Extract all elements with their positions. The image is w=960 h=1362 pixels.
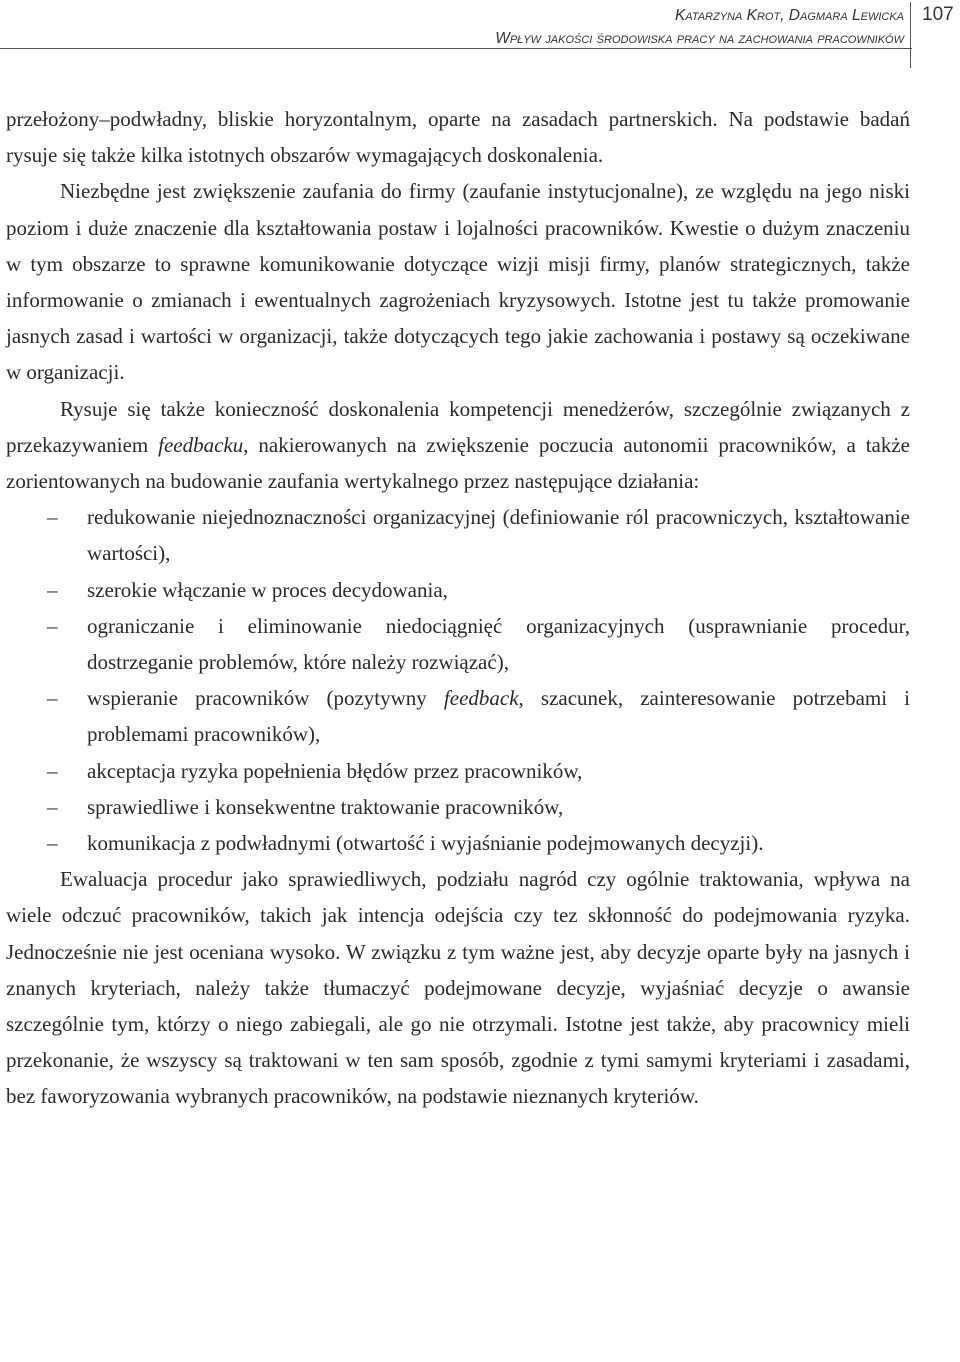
list-item (6, 825, 910, 861)
list-dash: – (47, 613, 58, 638)
running-header-text (495, 4, 904, 50)
paragraph-3-text-a: Rysuje się także konieczność doskonalenia kompetencji menedżerów, szczególnie związanych z przekazywaniem (6, 396, 910, 457)
paragraph-3-emphasis: feedbacku (158, 432, 244, 457)
body-text (6, 101, 910, 1115)
list-item-text: sprawiedliwe i konsekwentne traktowanie pracowników, (87, 794, 564, 819)
list-item (6, 499, 910, 571)
list-dash: – (47, 794, 58, 819)
list-item-text: szerokie włączanie w proces decydowania, (87, 577, 448, 602)
list-item (6, 680, 910, 752)
list-dash: – (47, 505, 58, 530)
paragraph-3 (6, 391, 910, 500)
paragraph-2: Niezbędne jest zwiększenie zaufania do firmy (zaufanie instytucjonalne), ze względu na jego niski poziom i duże znaczenie dla kształtowania postaw i lojalności pracowników. Kwestie o dużym znaczeniu w tym obszarze to sprawne komunikowanie dotyczące wizji misji firmy, planów strategicznych, także informowanie o zmianach i ewentualnych zagrożeniach kryzysowych. Istotne jest tu także promowanie jasnych zasad i wartości w organizacji, także dotyczących tego jakie zachowania i postawy są oczekiwane w organizacji. (6, 179, 910, 385)
list-dash: – (47, 686, 58, 711)
list-item-text: ograniczanie i eliminowanie niedociągnięć organizacyjnych (usprawnianie procedur, dostrzeganie problemów, które należy rozwiązać), (87, 613, 910, 675)
list-dash: – (47, 577, 58, 602)
list-item (6, 608, 910, 680)
list-item-text: akceptacja ryzyka popełnienia błędów przez pracowników, (87, 758, 583, 783)
list-item (6, 572, 910, 608)
list-item-text: redukowanie niejednoznaczności organizacyjnej (definiowanie ról pracowniczych, kształtowanie wartości), (87, 505, 910, 566)
list-item-emphasis: feedback (443, 686, 519, 711)
running-header (0, 0, 960, 70)
header-article-title: Wpływ jakości środowiska pracy na zachowania pracowników (495, 30, 904, 47)
paragraph-4: Ewaluacja procedur jako sprawiedliwych, podziału nagród czy ogólnie traktowania, wpływa na wiele odczuć pracowników, takich jak intencja odejścia czy tez skłonność do podejmowania ryzyka. Jednocześnie nie jest oceniana wysoko. W związku z tym ważne jest, aby decyzje oparte były na jasnych i znanych kryteriach, należy także tłumaczyć podejmowane decyzje, wyjaśniać decyzje o awansie szczególnie tym, którzy o niego zabiegali, ale go nie otrzymali. Istotne jest także, aby pracownicy mieli przekonanie, że wszyscy są traktowani w ten sam sposób, zgodnie z tymi samymi kryteriami i zasadami, bez faworyzowania wybranych pracowników, na podstawie nieznanych kryteriów. (6, 867, 910, 1109)
action-list (6, 499, 910, 861)
list-dash: – (47, 831, 58, 856)
list-item (6, 789, 910, 825)
page-number: 107 (922, 4, 954, 25)
header-authors: Katarzyna Krot, Dagmara Lewicka (674, 7, 904, 24)
list-item-text-b: , szacunek, zainteresowanie potrzebami i problemami pracowników), (87, 686, 911, 747)
list-dash: – (47, 758, 58, 783)
list-item-text-a: wspieranie pracowników (pozytywny (87, 686, 444, 711)
paragraph-3-text-b: , nakierowanych na zwiększenie poczucia autonomii pracowników, a także zorientowanych na budowanie zaufania wertykalnego przez następujące działania: (6, 432, 910, 494)
header-vertical-rule (910, 2, 911, 68)
list-item (6, 753, 910, 789)
header-rule (0, 48, 912, 49)
paragraph-1: przełożony–podwładny, bliskie horyzontalnym, oparte na zasadach partnerskich. Na podstawie badań rysuje się także kilka istotnych obszarów wymagających doskonalenia. (6, 107, 910, 168)
list-item-text: komunikacja z podwładnymi (otwartość i wyjaśnianie podejmowanych decyzji). (87, 831, 764, 856)
